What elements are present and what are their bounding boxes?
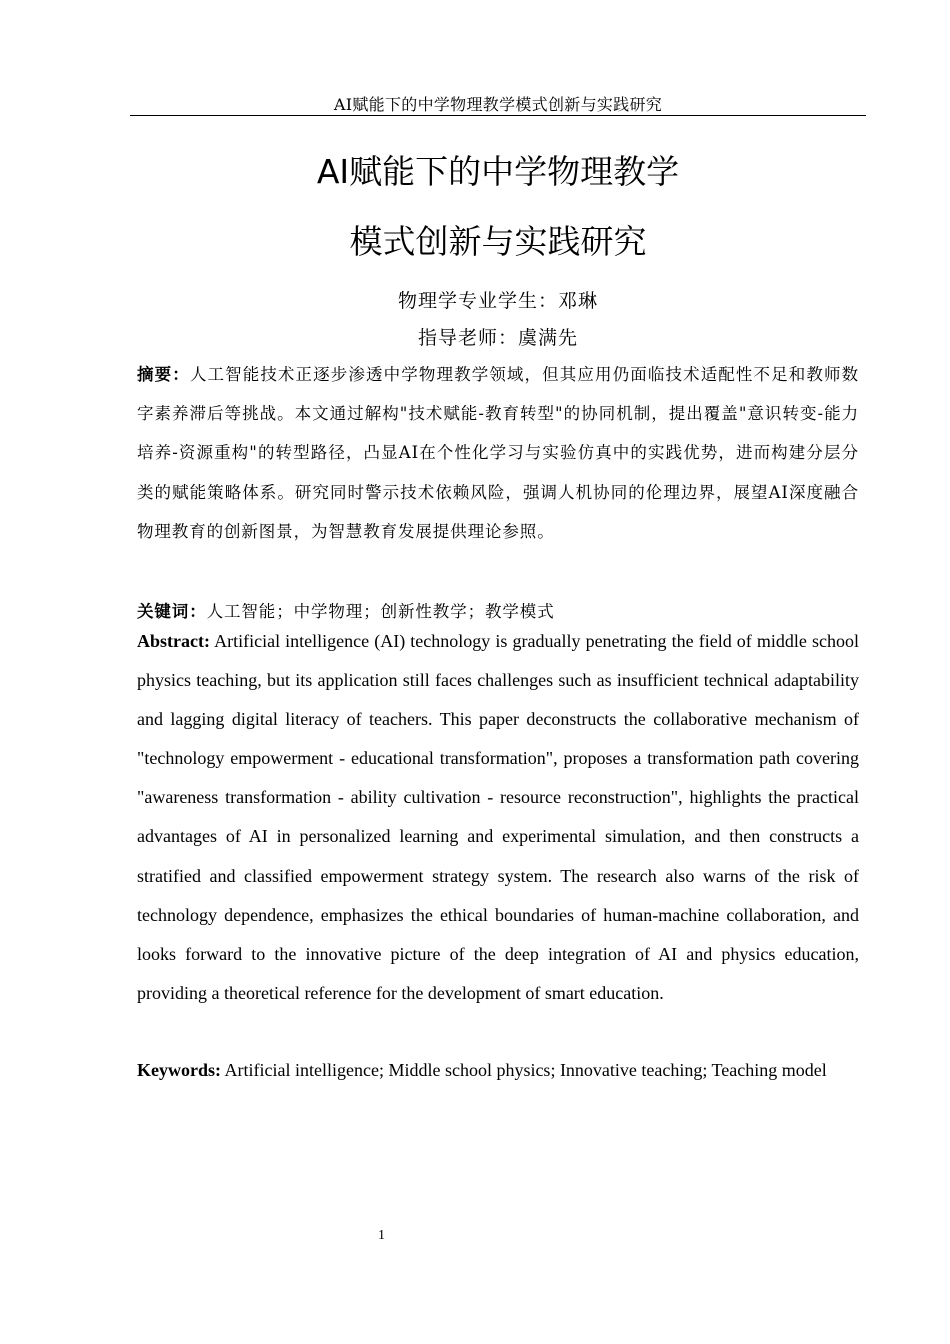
advisor-line: 指导老师：虞满先: [417, 327, 578, 349]
english-abstract: [137, 622, 859, 1013]
english-keywords: [137, 1051, 859, 1090]
english-keywords-text: Artificial intelligence; Middle school physics; Innovative teaching; Teaching model: [224, 1060, 827, 1080]
title-line-2: 模式创新与实践研究: [349, 222, 647, 261]
english-abstract-label: Abstract:: [137, 631, 210, 651]
title-line-1: AI赋能下的中学物理教学: [316, 152, 680, 191]
chinese-abstract: [137, 355, 859, 551]
chinese-keywords-text: 人工智能；中学物理；创新性教学；教学模式: [206, 602, 555, 621]
header-rule: [130, 115, 866, 116]
page-number: 1: [378, 1228, 385, 1243]
english-abstract-text: Artificial intelligence (AI) technology is gradually penetrating the field of middle school physics teaching, but its application still faces challenges such as insufficient technical adaptability and lagging digital literacy of teachers. This paper deconstructs the collaborative mechanism of "technology empowerment - educational transformation", proposes a transformation path covering "awareness transformation - ability cultivation - resource reconstruction", highlights the practical advantages of AI in personalized learning and experimental simulation, and then constructs a stratified and classified empowerment strategy system. The research also warns of the risk of technology dependence, emphasizes the ethical boundaries of human-machine collaboration, and looks forward to the innovative picture of the deep integration of AI and physics education, providing a theoretical reference for the development of smart education.: [137, 631, 859, 1003]
english-keywords-label: Keywords:: [137, 1060, 221, 1080]
chinese-keywords-label: 关键词：: [137, 602, 207, 621]
chinese-abstract-label: 摘要：: [137, 365, 190, 384]
chinese-abstract-text: 人工智能技术正逐步渗透中学物理教学领域，但其应用仍面临技术适配性不足和教师数字素养滞后等挑战。本文通过解构"技术赋能-教育转型"的协同机制，提出覆盖"意识转变-能力培养-资源重构"的转型路径，凸显AI在个性化学习与实验仿真中的实践优势，进而构建分层分类的赋能策略体系。研究同时警示技术依赖风险，强调人机协同的伦理边界，展望AI深度融合物理教育的创新图景，为智慧教育发展提供理论参照。: [137, 365, 860, 541]
running-header: AI赋能下的中学物理教学模式创新与实践研究: [333, 95, 663, 114]
author-line: 物理学专业学生：邓琳: [397, 290, 598, 312]
